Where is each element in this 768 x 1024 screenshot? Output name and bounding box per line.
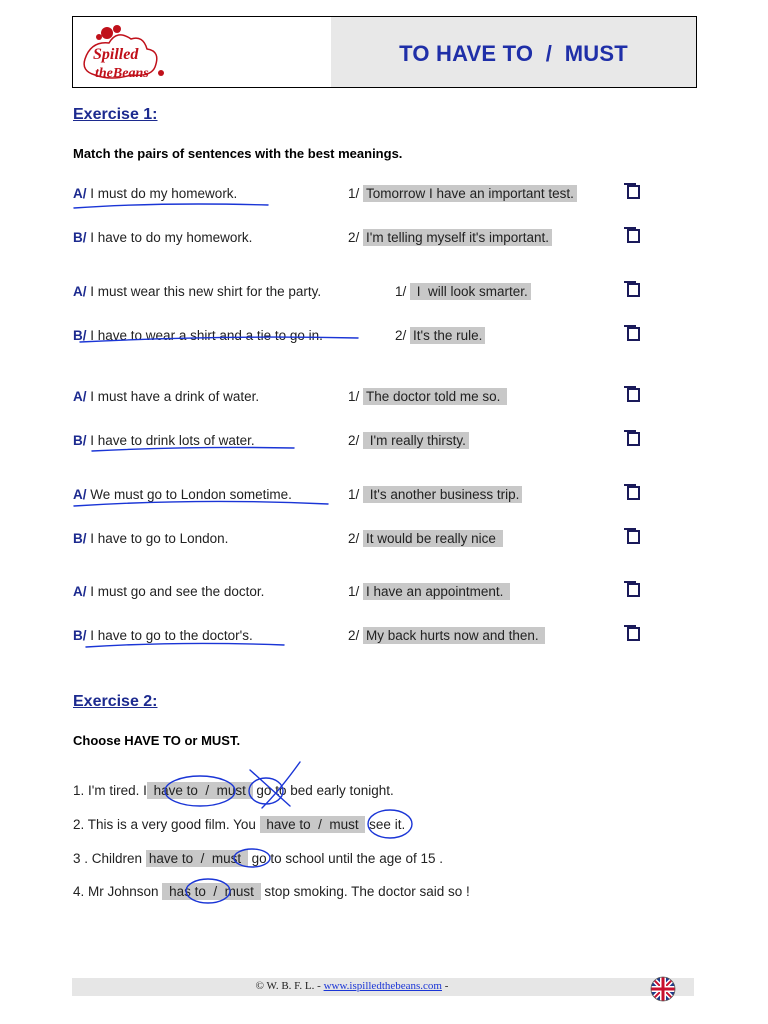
meaning-number: 1/ [348, 487, 360, 502]
sentence-letter: A/ [73, 584, 87, 599]
sentence-text: I have to go to the doctor's. [90, 628, 253, 643]
item-number: 2. [73, 817, 85, 832]
footer-copyright: © W. B. F. L. - [255, 980, 324, 992]
sentence-text: I have to do my homework. [90, 230, 253, 245]
item-text-before: This is a very good film. You [87, 817, 260, 832]
footer [72, 980, 632, 992]
choice-options[interactable]: has to / must [162, 883, 260, 900]
sentence-letter: B/ [73, 433, 87, 448]
footer-suffix: - [442, 980, 449, 992]
sentence-text: We must go to London sometime. [90, 487, 292, 502]
exercise1-instruction: Match the pairs of sentences with the best meanings. [73, 146, 403, 161]
meaning-text: I have an appointment. [363, 583, 510, 600]
sentence-letter: B/ [73, 531, 87, 546]
meaning-number: 1/ [395, 284, 407, 299]
sentence-letter: B/ [73, 230, 87, 245]
meaning-text: It would be really nice [363, 530, 503, 547]
item-text-after: go to bed early tonight. [252, 783, 394, 798]
sentence-letter: A/ [73, 389, 87, 404]
sentence-letter: A/ [73, 487, 87, 502]
sentence-text: I must go and see the doctor. [90, 584, 265, 599]
meaning-number: 2/ [348, 230, 360, 245]
sentence-text: I have to go to London. [90, 531, 229, 546]
item-text-before: Mr Johnson [88, 884, 163, 899]
meaning-text: Tomorrow I have an important test. [363, 185, 577, 202]
meaning-number: 1/ [348, 389, 360, 404]
sentence-text: I must do my homework. [90, 186, 238, 201]
page-title: TO HAVE TO / MUST [399, 41, 628, 66]
meaning-text: It's the rule. [410, 327, 485, 344]
meaning-text: My back hurts now and then. [363, 627, 545, 644]
meaning-text: I'm telling myself it's important. [363, 229, 552, 246]
meaning-number: 1/ [348, 186, 360, 201]
choice-options[interactable]: have to / must [260, 816, 366, 833]
sentence-text: I must wear this new shirt for the party. [90, 284, 322, 299]
item-text-before: I'm tired. I [88, 783, 147, 798]
choice-options[interactable]: have to / must [146, 850, 248, 867]
sentence-letter: B/ [73, 328, 87, 343]
meaning-number: 2/ [348, 531, 360, 546]
exercise2-instruction: Choose HAVE TO or MUST. [73, 733, 241, 748]
meaning-text: It's another business trip. [363, 486, 522, 503]
sentence-text: I have to wear a shirt and a tie to go in. [90, 328, 323, 343]
exercise2-title: Exercise 2: [73, 693, 158, 710]
meaning-number: 2/ [348, 433, 360, 448]
meaning-text: I will look smarter. [410, 283, 531, 300]
uk-flag-icon [650, 976, 676, 1002]
item-number: 3 . [73, 851, 89, 866]
item-text-before: Children [91, 851, 146, 866]
item-text-after: stop smoking. The doctor said so ! [260, 884, 470, 899]
choice-options[interactable]: have to / must [147, 782, 253, 799]
meaning-number: 2/ [348, 628, 360, 643]
sentence-letter: A/ [73, 284, 87, 299]
item-number: 1. [73, 783, 85, 798]
item-number: 4. [73, 884, 85, 899]
sentence-text: I have to drink lots of water. [90, 433, 255, 448]
meaning-number: 2/ [395, 328, 407, 343]
svg-text:Spilled: Spilled [93, 46, 139, 63]
meaning-text: The doctor told me so. [363, 388, 507, 405]
item-text-after: see it. [365, 817, 406, 832]
item-text-after: go to school until the age of 15 . [247, 851, 443, 866]
meaning-number: 1/ [348, 584, 360, 599]
footer-link[interactable]: www.ispilledthebeans.com [323, 980, 442, 992]
meaning-text: I'm really thirsty. [363, 432, 469, 449]
exercise1-title: Exercise 1: [73, 106, 158, 123]
sentence-letter: B/ [73, 628, 87, 643]
svg-text:theBeans: theBeans [95, 66, 149, 81]
sentence-letter: A/ [73, 186, 87, 201]
sentence-text: I must have a drink of water. [90, 389, 260, 404]
